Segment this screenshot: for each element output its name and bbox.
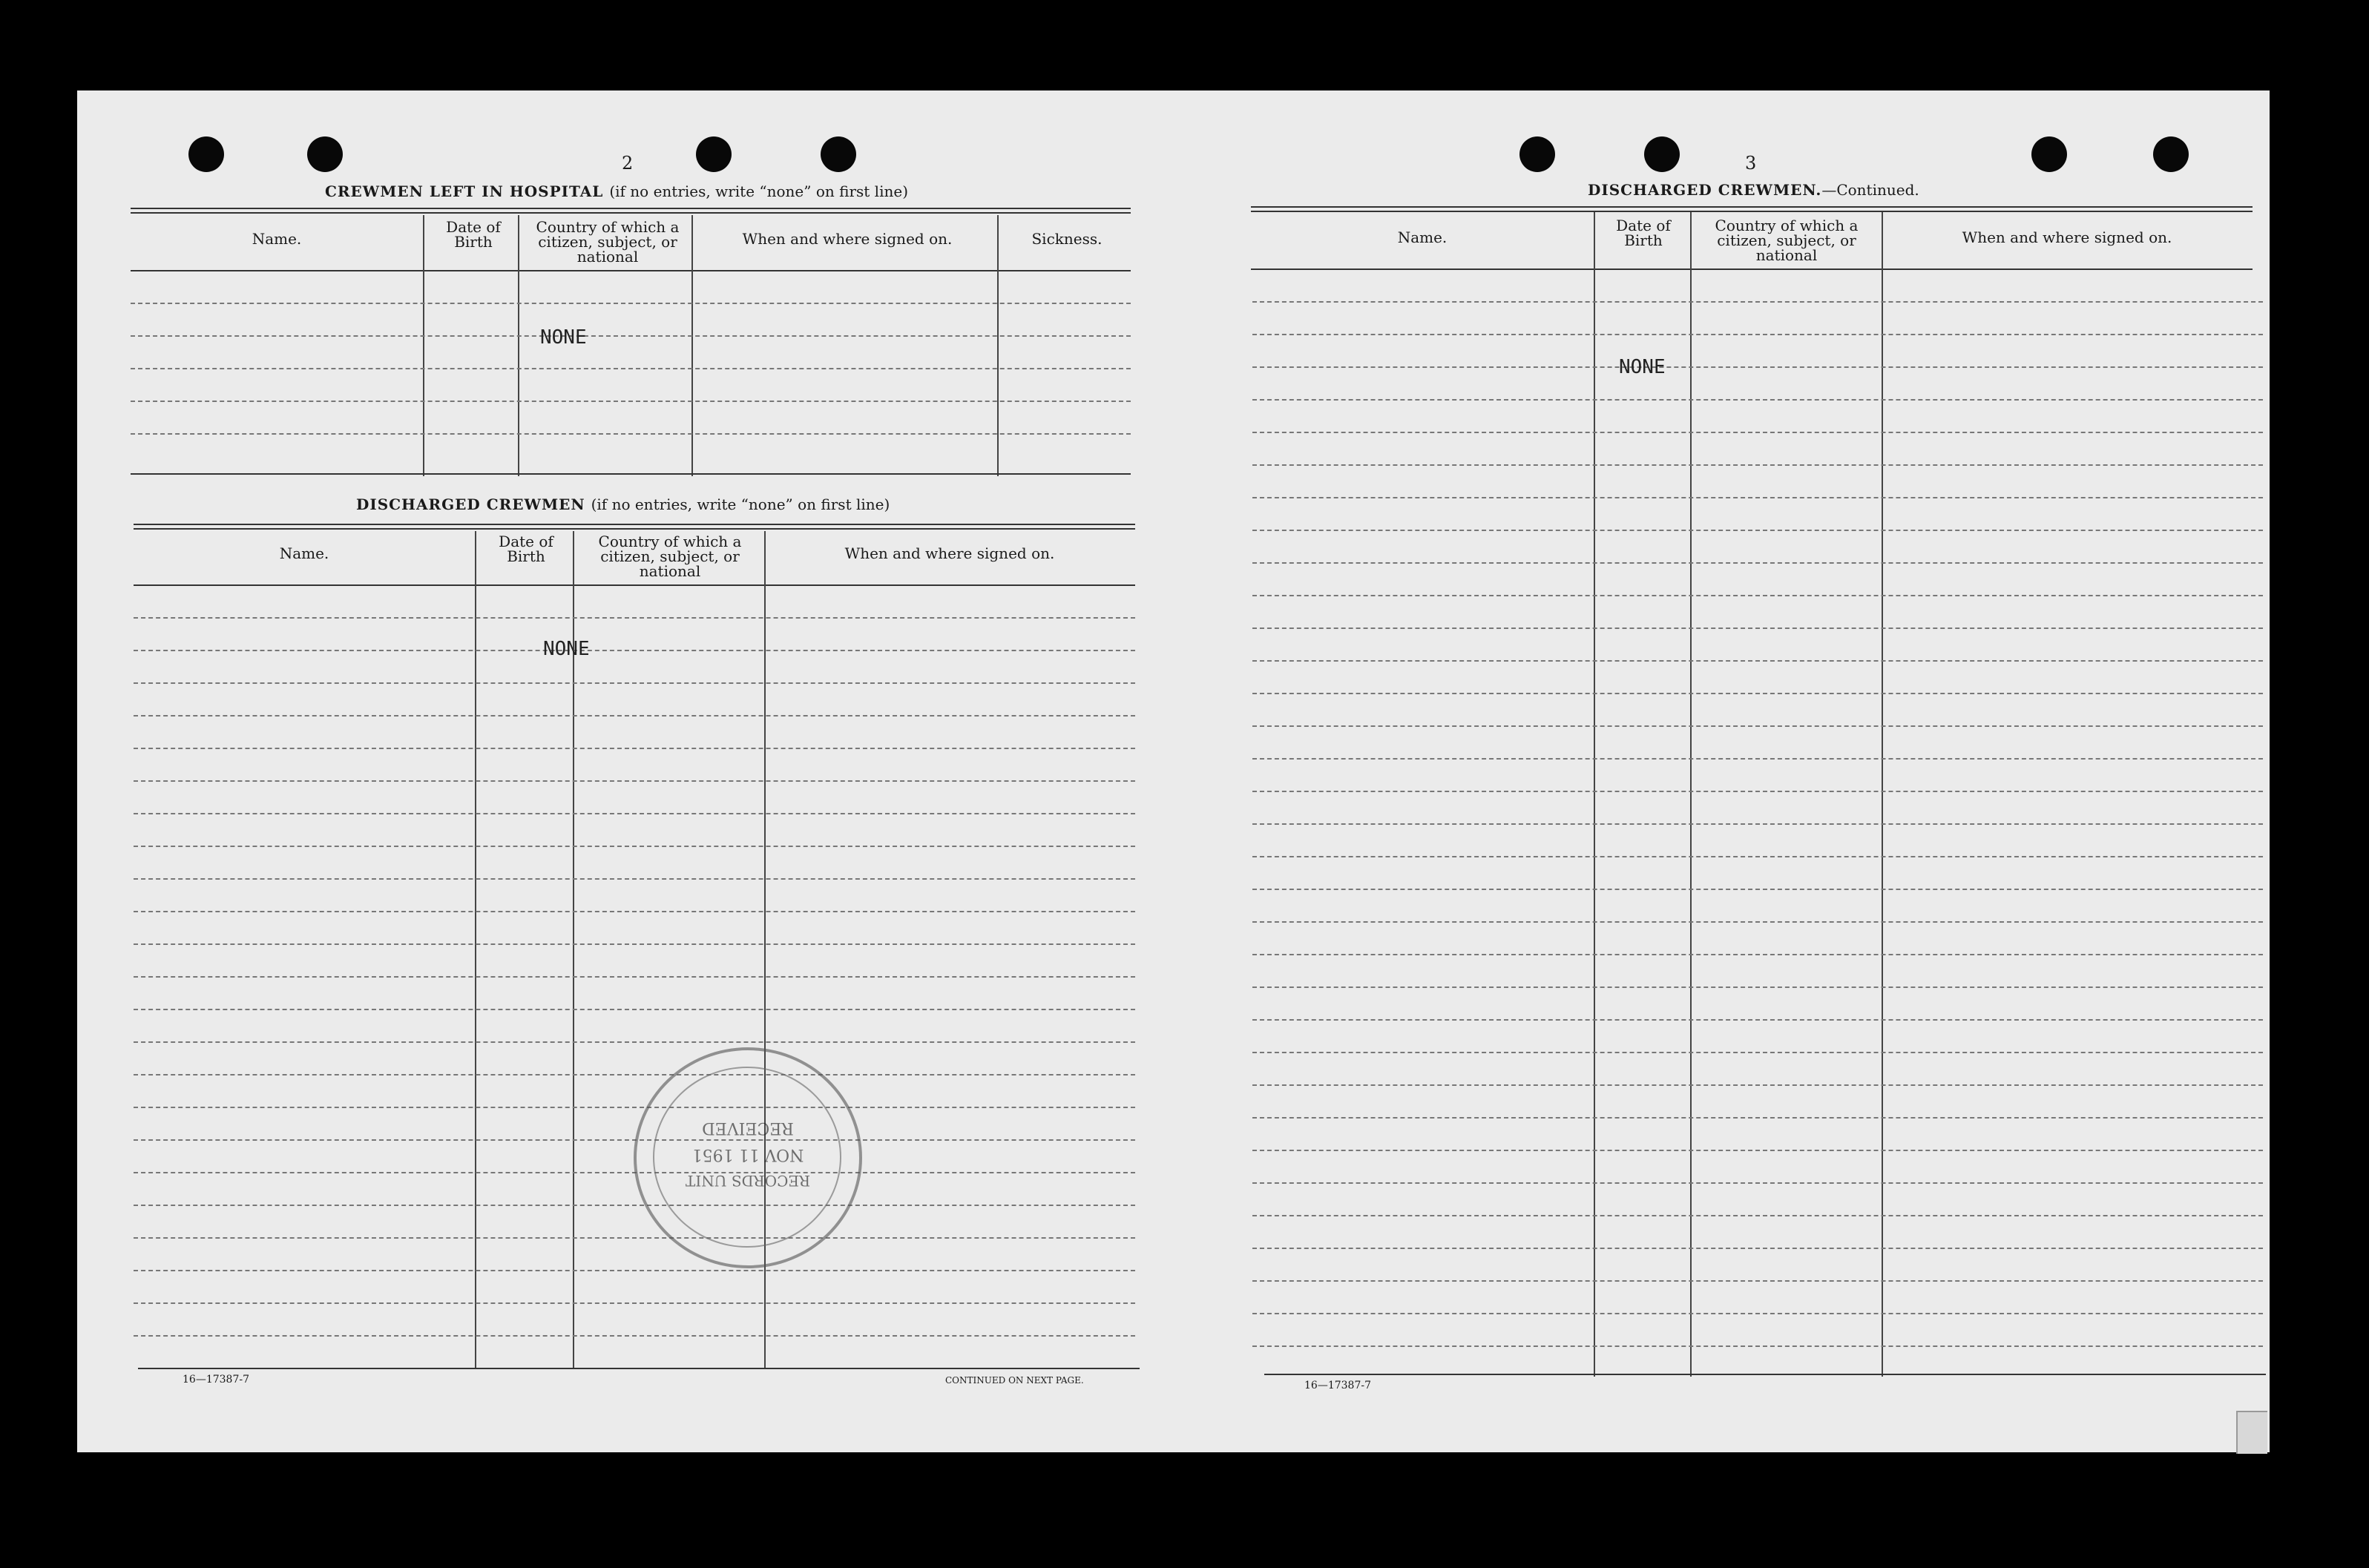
hospital-section-title: [325, 182, 908, 200]
discharged-row-line: [134, 976, 1135, 978]
stamp-line-unit: RECORDS UNIT: [685, 1172, 811, 1190]
folded-corner: [2236, 1411, 2267, 1454]
right-top-rule-2: [1251, 211, 2253, 212]
hospital-row-line: [131, 368, 1131, 369]
discharged-continued-subtitle: —Continued.: [1821, 181, 1919, 199]
right-rows: [1252, 269, 2263, 1374]
hospital-row-line: [131, 335, 1131, 337]
page-number: 2: [622, 153, 634, 174]
continued-note: CONTINUED ON NEXT PAGE.: [945, 1375, 1084, 1386]
discharged-row-line: [134, 1074, 1135, 1075]
punch-hole: [696, 136, 732, 172]
right-row-line: [1252, 921, 2263, 923]
hospital-row-line: [131, 433, 1131, 435]
discharged-row-line: [134, 1237, 1135, 1239]
discharged-none-entry: NONE: [543, 638, 590, 660]
hospital-rows: [131, 270, 1131, 476]
discharged-row-line: [134, 780, 1135, 782]
right-row-line: [1252, 1248, 2263, 1249]
discharged-row-line: [134, 617, 1135, 619]
right-row-line: [1252, 1052, 2263, 1053]
hospital-row-line: [131, 401, 1131, 402]
right-row-line: [1252, 1019, 2263, 1021]
discharged-row-line: [134, 943, 1135, 945]
discharged-continued-title-text: DISCHARGED CREWMEN.: [1588, 181, 1822, 199]
right-row-line: [1252, 1215, 2263, 1216]
right-row-line: [1252, 954, 2263, 955]
discharged-row-line: [134, 911, 1135, 912]
right-row-line: [1252, 1084, 2263, 1086]
right-row-line: [1252, 758, 2263, 760]
stamp-line-date: NOV 11 1951: [691, 1145, 804, 1164]
right-row-line: [1252, 725, 2263, 727]
right-row-line: [1252, 595, 2263, 596]
right-col-name: Name.: [1397, 228, 1448, 246]
stamp-line-received: RECEIVED: [702, 1119, 794, 1137]
discharged-section-title: [356, 495, 890, 513]
right-row-line: [1252, 497, 2263, 498]
form-number-right: 16—17387-7: [1304, 1380, 1371, 1391]
right-row-line: [1252, 432, 2263, 433]
punch-hole: [821, 136, 856, 172]
right-row-line: [1252, 366, 2263, 368]
discharged-rows: [134, 584, 1135, 1371]
discharged-row-line: [134, 1107, 1135, 1108]
hospital-top-rule: [131, 208, 1131, 209]
right-row-line: [1252, 562, 2263, 564]
discharged-row-line: [134, 650, 1135, 651]
hospital-col-dob: Date of Birth: [446, 218, 501, 251]
hospital-col-signed-on: When and where signed on.: [742, 230, 953, 248]
discharged-row-line: [134, 1335, 1135, 1337]
right-col-country: Country of which a citizen, subject, or national: [1715, 217, 1859, 264]
discharged-row-line: [134, 846, 1135, 847]
discharged-top-rule-2: [134, 528, 1135, 530]
punch-hole: [1644, 136, 1680, 172]
hospital-none-entry: NONE: [540, 326, 587, 349]
discharged-row-line: [134, 682, 1135, 684]
discharged-row-line: [134, 1009, 1135, 1010]
form-number-left: 16—17387-7: [183, 1374, 249, 1386]
right-row-line: [1252, 1280, 2263, 1282]
right-row-line: [1252, 889, 2263, 890]
right-row-line: [1252, 399, 2263, 401]
right-row-line: [1252, 301, 2263, 303]
punch-hole: [2153, 136, 2189, 172]
discharged-top-rule: [134, 524, 1135, 525]
hospital-title-text: CREWMEN LEFT IN HOSPITAL: [325, 182, 604, 200]
hospital-top-rule-2: [131, 212, 1131, 214]
hospital-bottom-rule: [131, 473, 1131, 475]
punch-hole: [1519, 136, 1555, 172]
discharged-col-country: Country of which a citizen, subject, or national: [598, 533, 742, 580]
discharged-continued-title: [1588, 181, 1919, 199]
right-col-dob: Date of Birth: [1616, 217, 1671, 249]
right-row-line: [1252, 791, 2263, 792]
page-number: 3: [1745, 153, 1757, 174]
right-top-rule: [1251, 206, 2253, 208]
right-row-line: [1252, 1345, 2263, 1347]
document-paper: [77, 90, 2270, 1452]
punch-hole: [307, 136, 343, 172]
right-none-entry: NONE: [1619, 356, 1666, 378]
punch-hole: [188, 136, 224, 172]
hospital-col-sickness: Sickness.: [1031, 230, 1103, 248]
right-row-line: [1252, 464, 2263, 466]
discharged-row-line: [134, 1205, 1135, 1206]
right-row-line: [1252, 823, 2263, 825]
discharged-row-line: [134, 748, 1135, 749]
discharged-title-instruction: (if no entries, write “none” on first line): [591, 495, 890, 513]
right-row-line: [1252, 986, 2263, 988]
right-col-signed-on: When and where signed on.: [1962, 228, 2172, 246]
discharged-col-name: Name.: [279, 544, 329, 562]
right-row-line: [1252, 1313, 2263, 1314]
discharged-col-signed-on: When and where signed on.: [844, 544, 1055, 562]
right-row-line: [1252, 1117, 2263, 1119]
discharged-row-line: [134, 878, 1135, 880]
right-row-line: [1252, 1182, 2263, 1184]
hospital-col-country: Country of which a citizen, subject, or national: [536, 218, 680, 266]
right-bottom-rule: [1264, 1374, 2266, 1375]
right-row-line: [1252, 530, 2263, 531]
discharged-row-line: [134, 1270, 1135, 1271]
discharged-row-line: [134, 715, 1135, 717]
right-row-line: [1252, 334, 2263, 335]
right-row-line: [1252, 693, 2263, 694]
hospital-col-name: Name.: [252, 230, 302, 248]
discharged-row-line: [134, 813, 1135, 814]
right-row-line: [1252, 660, 2263, 662]
discharged-title-text: DISCHARGED CREWMEN: [356, 495, 585, 513]
hospital-title-instruction: (if no entries, write “none” on first line): [609, 182, 908, 200]
received-stamp: [634, 1047, 862, 1268]
discharged-col-dob: Date of Birth: [499, 533, 553, 565]
punch-hole: [2031, 136, 2067, 172]
hospital-row-line: [131, 303, 1131, 304]
discharged-bottom-rule: [138, 1368, 1140, 1369]
discharged-row-line: [134, 1302, 1135, 1304]
right-row-line: [1252, 856, 2263, 857]
discharged-row-line: [134, 1041, 1135, 1043]
right-row-line: [1252, 1150, 2263, 1151]
right-row-line: [1252, 627, 2263, 629]
